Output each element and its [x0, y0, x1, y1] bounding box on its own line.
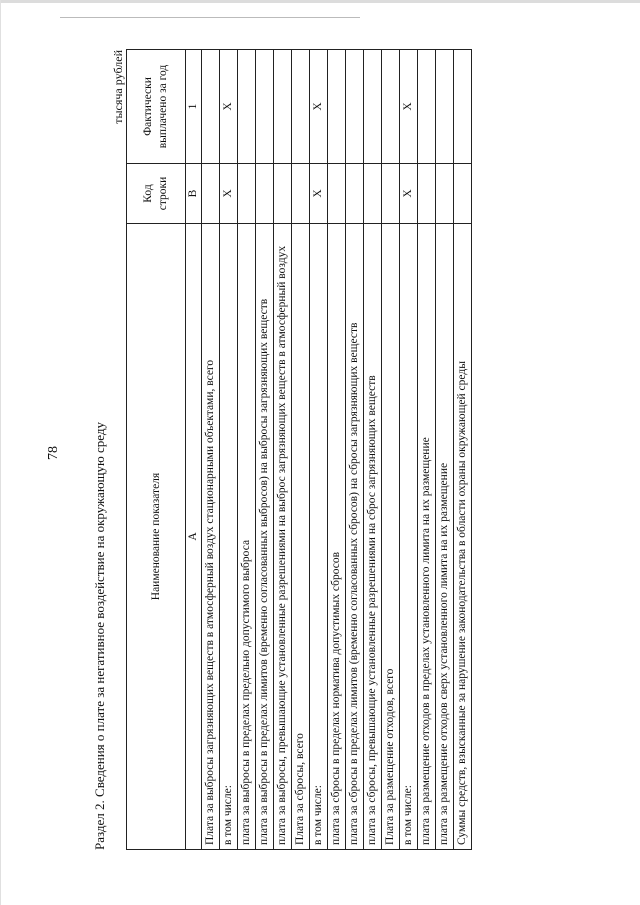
letter-code: В	[186, 164, 202, 224]
header-indicator-name: Наименование показателя	[127, 224, 186, 850]
table-row	[202, 50, 220, 850]
row-name-cell: плата за выбросы в пределах лимитов (временно согласованных выбросов) на выбросы загрязняющих веществ	[256, 224, 274, 850]
table-row	[382, 50, 400, 850]
row-actual-cell	[454, 50, 472, 164]
row-code-cell	[382, 164, 400, 224]
page-number: 78	[46, 446, 61, 460]
payment-table	[126, 49, 472, 850]
row-actual-cell: Х	[220, 50, 238, 164]
row-code-cell	[274, 164, 292, 224]
row-code-cell	[364, 164, 382, 224]
row-name-cell: плата за сбросы, превышающие установленные разрешениями на сброс загрязняющих веществ	[364, 224, 382, 850]
row-actual-cell	[346, 50, 364, 164]
row-code-cell	[202, 164, 220, 224]
row-actual-cell	[418, 50, 436, 164]
table-row	[274, 50, 292, 850]
table-header-row	[127, 50, 186, 850]
row-name-cell: Суммы средств, взысканные за нарушение законодательства в области охраны окружающей среды	[454, 224, 472, 850]
header-row-code: Код строки	[127, 164, 186, 224]
table-row	[292, 50, 310, 850]
row-code-cell	[436, 164, 454, 224]
scan-edge-rule	[60, 17, 360, 18]
table-row	[364, 50, 382, 850]
row-name-cell: в том числе:	[310, 224, 328, 850]
row-actual-cell	[202, 50, 220, 164]
table-row	[328, 50, 346, 850]
row-code-cell	[346, 164, 364, 224]
units-label: тысяча рублей	[111, 50, 125, 124]
letter-actual: 1	[186, 50, 202, 164]
row-name-cell: плата за размещение отходов сверх установленного лимита на их размещение	[436, 224, 454, 850]
row-name-cell: Плата за выбросы загрязняющих веществ в атмосферный воздух стационарными объектами, всего	[202, 224, 220, 850]
row-name-cell: плата за сбросы в пределах лимитов (временно согласованных сбросов) на сбросы загрязняющих веществ	[346, 224, 364, 850]
row-code-cell	[292, 164, 310, 224]
row-code-cell	[256, 164, 274, 224]
row-name-cell: Плата за размещение отходов, всего	[382, 224, 400, 850]
row-actual-cell	[238, 50, 256, 164]
row-actual-cell: Х	[310, 50, 328, 164]
row-code-cell: Х	[310, 164, 328, 224]
scan-edge	[0, 0, 640, 3]
row-code-cell	[454, 164, 472, 224]
row-actual-cell	[382, 50, 400, 164]
scan-edge-left	[0, 0, 1, 905]
row-name-cell: в том числе:	[400, 224, 418, 850]
table-row	[454, 50, 472, 850]
table-row	[256, 50, 274, 850]
rotated-page-content	[40, 50, 600, 850]
row-actual-cell	[256, 50, 274, 164]
table-row	[436, 50, 454, 850]
table-row	[346, 50, 364, 850]
table-row	[310, 50, 328, 850]
row-actual-cell	[292, 50, 310, 164]
table-row	[418, 50, 436, 850]
row-actual-cell: Х	[400, 50, 418, 164]
row-name-cell: в том числе:	[220, 224, 238, 850]
row-name-cell: плата за сбросы в пределах норматива допустимых сбросов	[328, 224, 346, 850]
row-actual-cell	[274, 50, 292, 164]
row-name-cell: плата за размещение отходов в пределах установленного лимита на их размещение	[418, 224, 436, 850]
table-row	[220, 50, 238, 850]
row-actual-cell	[436, 50, 454, 164]
row-name-cell: Плата за сбросы, всего	[292, 224, 310, 850]
row-code-cell: Х	[220, 164, 238, 224]
row-code-cell: Х	[400, 164, 418, 224]
row-code-cell	[418, 164, 436, 224]
header-actual-paid: Фактически выплачено за год	[127, 50, 186, 164]
table-row	[400, 50, 418, 850]
section-title: Раздел 2. Сведения о плате за негативное воздействие на окружающую среду	[92, 422, 107, 850]
row-actual-cell	[328, 50, 346, 164]
table-letter-row	[186, 50, 202, 850]
row-code-cell	[238, 164, 256, 224]
row-actual-cell	[364, 50, 382, 164]
table-row	[238, 50, 256, 850]
letter-name: А	[186, 224, 202, 850]
row-name-cell: плата за выбросы, превышающие установленные разрешениями на выброс загрязняющих веществ в атмосферный воздух	[274, 224, 292, 850]
row-name-cell: плата за выбросы в пределах предельно допустимого выброса	[238, 224, 256, 850]
row-code-cell	[328, 164, 346, 224]
